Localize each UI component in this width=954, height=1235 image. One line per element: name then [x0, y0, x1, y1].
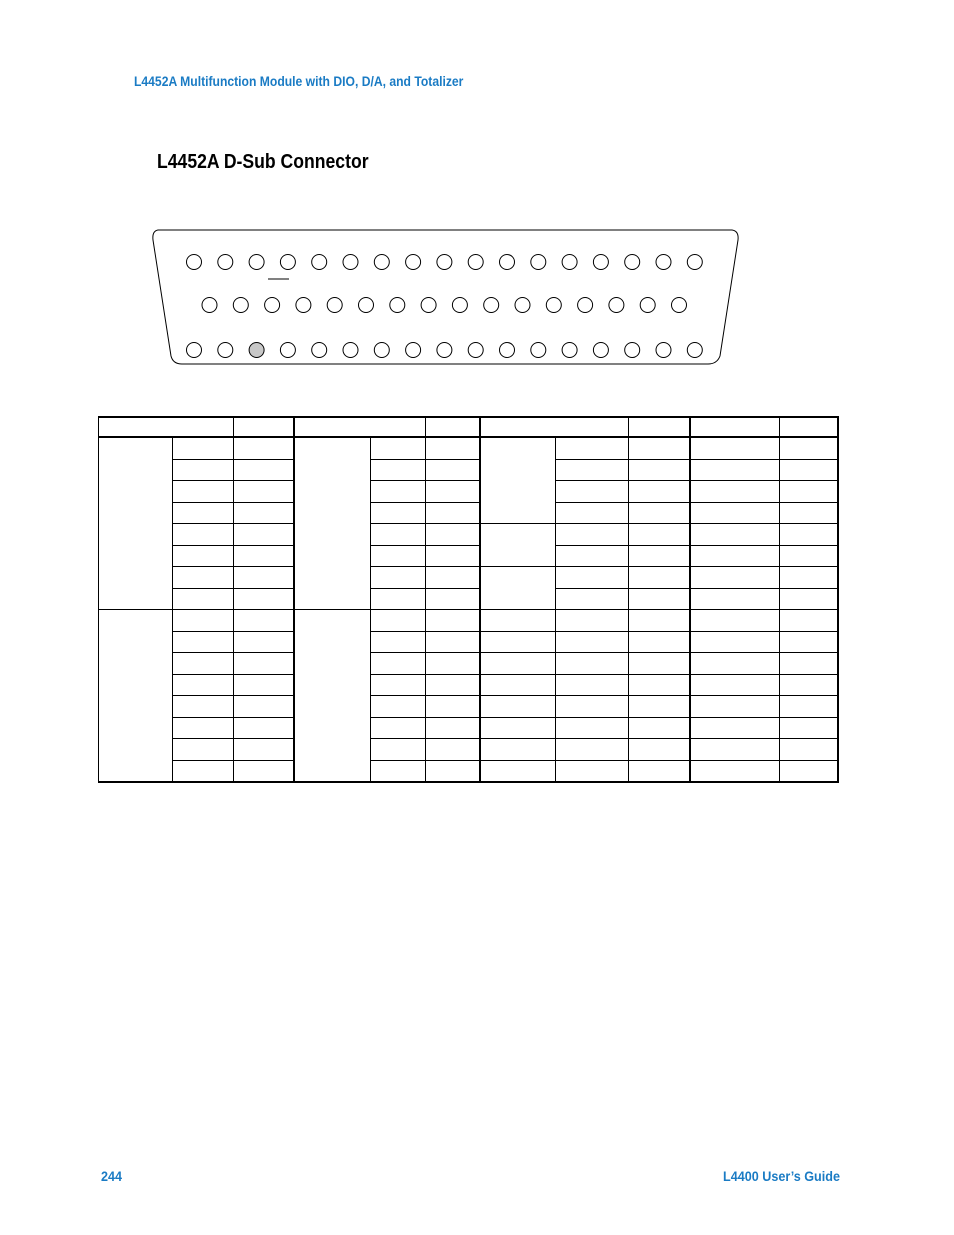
- pin: [609, 298, 624, 313]
- pin: [687, 343, 702, 358]
- pin: [452, 298, 467, 313]
- header-cell: [294, 417, 426, 437]
- pin: [562, 343, 577, 358]
- pin: [343, 343, 358, 358]
- pin: [406, 343, 421, 358]
- pin: [327, 298, 342, 313]
- header-cell: [629, 417, 690, 437]
- table-row: [99, 567, 838, 589]
- group-cell: [99, 437, 173, 610]
- pin: [312, 255, 327, 270]
- table-row: [99, 674, 838, 696]
- pin: [280, 343, 295, 358]
- table-row: [99, 502, 838, 524]
- pin: [468, 255, 483, 270]
- pin: [437, 255, 452, 270]
- table-row: [99, 760, 838, 782]
- table-row: [99, 459, 838, 481]
- pin: [233, 298, 248, 313]
- pin: [468, 343, 483, 358]
- pin: [656, 343, 671, 358]
- pin: [546, 298, 561, 313]
- pin: [531, 255, 546, 270]
- pin: [578, 298, 593, 313]
- pin: [390, 298, 405, 313]
- pin: [484, 298, 499, 313]
- pin: [296, 298, 311, 313]
- pin: [437, 343, 452, 358]
- header-cell: [234, 417, 294, 437]
- table-row: [99, 653, 838, 675]
- pin: [280, 255, 295, 270]
- table-row: [99, 588, 838, 610]
- pin: [687, 255, 702, 270]
- header-cell: [99, 417, 234, 437]
- pin: [218, 255, 233, 270]
- section-title: L4452A D-Sub Connector: [157, 151, 369, 173]
- pin: [593, 255, 608, 270]
- table-row: [99, 739, 838, 761]
- running-header: L4452A Multifunction Module with DIO, D/A, and Totalizer: [134, 74, 464, 89]
- pin: [374, 343, 389, 358]
- header-cell: [480, 417, 629, 437]
- pin: [500, 255, 515, 270]
- pin: [202, 298, 217, 313]
- pin-table: [98, 416, 839, 783]
- pin: [265, 298, 280, 313]
- table-row: [99, 545, 838, 567]
- pin: [656, 255, 671, 270]
- guide-title: L4400 User’s Guide: [723, 1168, 840, 1184]
- pin: [218, 343, 233, 358]
- pin: [515, 298, 530, 313]
- dsub-connector-diagram: [150, 228, 742, 368]
- pin: [625, 343, 640, 358]
- pin: [672, 298, 687, 313]
- header-cell: [426, 417, 480, 437]
- pin: [531, 343, 546, 358]
- table-row: [99, 524, 838, 546]
- pin-layer: [187, 255, 703, 358]
- group-cell: [99, 610, 173, 783]
- pin: [312, 343, 327, 358]
- table-row: [99, 631, 838, 653]
- pin: [187, 255, 202, 270]
- pin: [562, 255, 577, 270]
- table-header-row: [99, 417, 838, 437]
- table-row: [99, 437, 838, 459]
- pin-highlighted: [249, 343, 264, 358]
- pin: [343, 255, 358, 270]
- group-cell: [480, 567, 556, 610]
- page-number: 244: [101, 1168, 123, 1184]
- group-cell: [480, 524, 556, 567]
- group-cell: [480, 437, 556, 524]
- pin: [593, 343, 608, 358]
- pin: [359, 298, 374, 313]
- pin: [625, 255, 640, 270]
- pin: [249, 255, 264, 270]
- pin: [406, 255, 421, 270]
- pin: [421, 298, 436, 313]
- pin: [374, 255, 389, 270]
- table-row: [99, 717, 838, 739]
- pin: [640, 298, 655, 313]
- group-cell: [294, 437, 371, 610]
- pin: [187, 343, 202, 358]
- header-cell: [690, 417, 780, 437]
- table-row: [99, 696, 838, 718]
- table-row: [99, 481, 838, 503]
- pin: [500, 343, 515, 358]
- group-cell: [294, 610, 371, 783]
- table-row: [99, 610, 838, 632]
- header-cell: [780, 417, 838, 437]
